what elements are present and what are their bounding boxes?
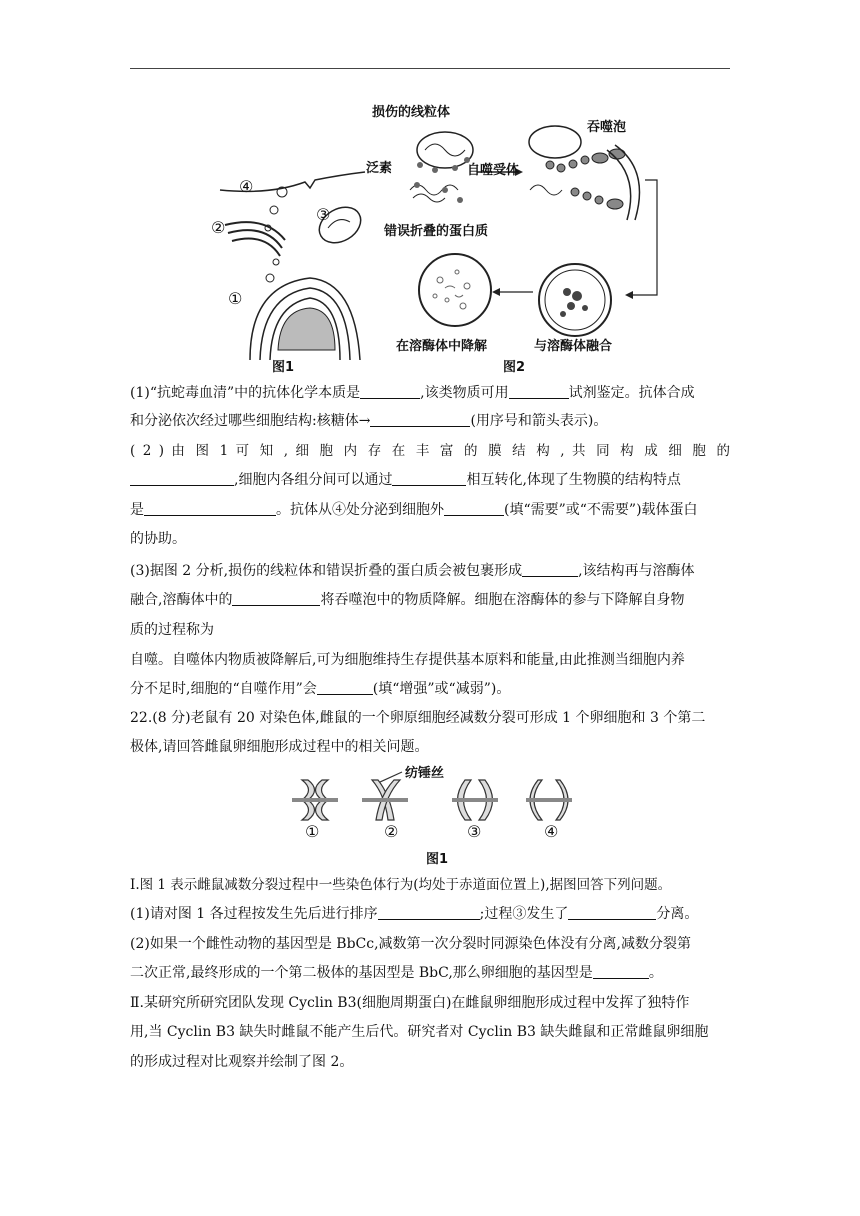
figure-1-caption: 图1 (272, 360, 295, 375)
q21-p3-line1: (3)据图 2 分析,损伤的线粒体和错误折叠的蛋白质会被包裹形成 ,该结构再与溶酶体 (130, 563, 695, 579)
answer-blank[interactable] (360, 384, 420, 399)
q21-p2-line4: 的协助。 (130, 531, 186, 547)
label-ubiquitin: 泛素 (366, 161, 393, 176)
panel-2: ② (384, 822, 399, 841)
q21-p1-line1: (1)“抗蛇毒血清”中的抗体化学本质是 ,该类物质可用 试剂鉴定。抗体合成 (130, 385, 695, 401)
panel-1: ① (305, 822, 320, 841)
figure-1-marker-1: ① (228, 289, 243, 308)
answer-blank[interactable] (522, 562, 578, 577)
answer-blank[interactable] (378, 905, 480, 920)
answer-blank[interactable] (144, 501, 276, 516)
figure-1-marker-2: ② (211, 218, 226, 237)
answer-blank[interactable] (444, 501, 504, 516)
q22-p2-line1: (2)如果一个雌性动物的基因型是 BbCc,减数第一次分裂时同源染色体没有分离,减数分裂第 (130, 936, 691, 952)
q21-p3-line5: 分不足时,细胞的“自噬作用”会 (填“增强”或“减弱”)。 (130, 681, 511, 697)
label-phagophore: 吞噬泡 (587, 120, 627, 135)
header-rule (130, 68, 730, 69)
answer-blank[interactable] (568, 905, 656, 920)
q21-p3-line3: 质的过程称为 (130, 622, 214, 638)
panel-3: ③ (467, 822, 482, 841)
label-spindle-fiber: 纺锤丝 (405, 766, 445, 781)
figure-caption: 图1 (426, 852, 449, 867)
answer-blank[interactable] (370, 412, 470, 427)
q22-p1: (1)请对图 1 各过程按发生先后进行排序 ;过程③发生了 分离。 (130, 906, 699, 922)
q21-p3-line2: 融合,溶酶体中的 将吞噬泡中的物质降解。细胞在溶酶体的参与下降解自身物 (130, 592, 685, 608)
answer-blank[interactable] (130, 471, 234, 486)
figure-1-marker-3: ③ (316, 205, 331, 224)
answer-blank[interactable] (232, 591, 320, 606)
answer-blank[interactable] (509, 384, 569, 399)
label-autophagy-receptor: 自噬受体 (467, 163, 520, 178)
label-degrade-in-lysosome: 在溶酶体中降解 (396, 339, 488, 354)
label-damaged-mitochondrion: 损伤的线粒体 (372, 105, 451, 120)
q22-part2-line3: 的形成过程对比观察并绘制了图 2。 (130, 1054, 354, 1070)
label-fuse-with-lysosome: 与溶酶体融合 (534, 339, 613, 354)
figure-1-marker-4: ④ (239, 177, 254, 196)
q21-p3-line4: 自噬。自噬体内物质被降解后,可为细胞维持生存提供基本原料和能量,由此推测当细胞内养 (130, 652, 685, 668)
q22-part1-line: Ⅰ.图 1 表示雌鼠减数分裂过程中一些染色体行为(均处于赤道面位置上),据图回答下列问题。 (130, 877, 672, 893)
q21-p2-line3: 是 。抗体从④处分泌到细胞外 (填“需要”或“不需要”)载体蛋白 (130, 502, 698, 518)
answer-blank[interactable] (593, 964, 649, 979)
q22-part2-line2: 用,当 Cyclin B3 缺失时雌鼠不能产生后代。研究者对 Cyclin B3 缺失雌鼠和正常雌鼠卵细胞 (130, 1024, 709, 1040)
q21-p2-line2: ,细胞内各组分间可以通过 相互转化,体现了生物膜的结构特点 (130, 470, 681, 490)
q22-intro-line2: 极体,请回答雌鼠卵细胞形成过程中的相关问题。 (130, 739, 429, 755)
q22-p2-line2: 二次正常,最终形成的一个第二极体的基因型是 BbC,那么卵细胞的基因型是 。 (130, 965, 663, 981)
label-misfolded-protein: 错误折叠的蛋白质 (384, 224, 489, 239)
q22-part2-line1: Ⅱ.某研究所研究团队发现 Cyclin B3(细胞周期蛋白)在雌鼠卵细胞形成过程中发挥了独特作 (130, 995, 690, 1011)
panel-4: ④ (544, 822, 559, 841)
q22-intro-line1: 22.(8 分)老鼠有 20 对染色体,雌鼠的一个卵原细胞经减数分裂可形成 1 个卵细胞和 3 个第二 (130, 710, 706, 726)
figure-2-caption: 图2 (503, 360, 526, 375)
answer-blank[interactable] (392, 471, 466, 486)
q21-p2-line1: ( 2 ) 由 图 1 可 知 , 细 胞 内 存 在 丰 富 的 膜 结 构 , 共 同 构 成 细 胞 的 (130, 443, 730, 459)
figure-1-cell-diagram (210, 170, 370, 360)
q21-p1-line2: 和分泌依次经过哪些细胞结构:核糖体→ (用序号和箭头表示)。 (130, 413, 608, 429)
answer-blank[interactable] (317, 680, 373, 695)
